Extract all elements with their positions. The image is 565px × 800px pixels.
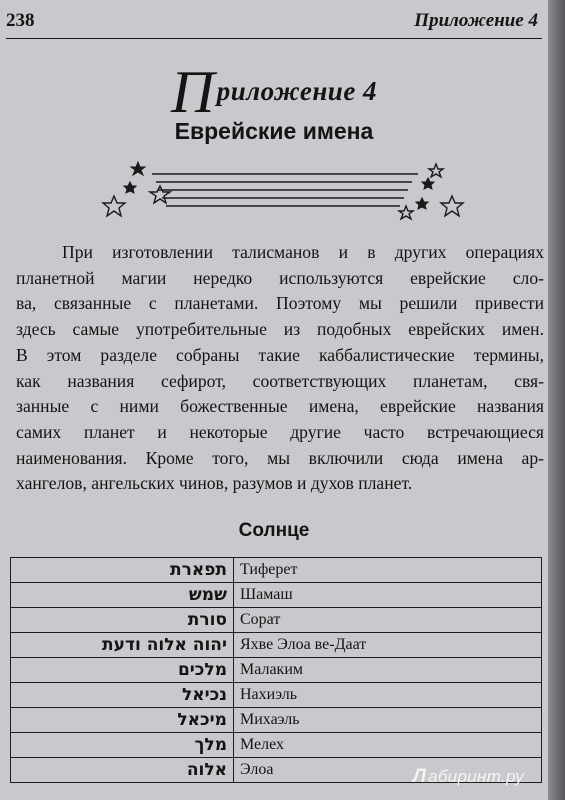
paragraph-line: ва, связанные с планетами. Поэтому мы решили привести [16,293,544,314]
table-row [11,633,542,658]
paragraph-line: В этом разделе собраны такие каббалистические термины, [16,344,544,365]
watermark-text: абиринт.ру [428,767,524,786]
paragraph-line: самих планет и некоторые другие часто встречающиеся [16,421,544,442]
paragraph-line: планетной магии нередко используются еврейские сло- [16,267,544,288]
appendix-title [0,58,548,127]
hebrew-name-cell: שמש [11,583,234,608]
russian-name-cell: Яхве Элоа ве-Даат [234,633,542,658]
labirint-logo-icon: Л [412,766,427,787]
hebrew-name-cell: אלוה [11,758,234,783]
russian-name-cell: Элоа [234,758,542,783]
russian-name-cell: Мелех [234,733,542,758]
hebrew-name-cell: מלכים [11,658,234,683]
book-page-edge [548,0,565,800]
watermark [413,766,524,788]
paragraph-line: здесь самые употребительные из подобных еврейских имен. [16,319,544,340]
page-number: 238 [6,10,35,31]
running-header [6,8,542,39]
hebrew-name-cell: יהוה אלוה ודעת [11,633,234,658]
hebrew-name-cell: תפארת [11,558,234,583]
table-row [11,558,542,583]
paragraph-line: хангелов, ангельских чинов, разумов и духов планет. [16,473,413,494]
russian-name-cell: Сорат [234,608,542,633]
table-row [11,733,542,758]
hebrew-name-cell: מיכאל [11,708,234,733]
russian-name-cell: Нахиэль [234,683,542,708]
table-row [11,708,542,733]
paragraph-line: как названия сефирот, соответствующих планетам, свя- [16,370,544,391]
stars-ornament-icon [100,160,465,222]
russian-name-cell: Михаэль [234,708,542,733]
hebrew-name-cell: סורת [11,608,234,633]
intro-paragraph [16,240,544,497]
running-section-name: Приложение 4 [414,10,538,31]
sun-names-table [10,557,542,783]
table-row [11,608,542,633]
russian-name-cell: Малаким [234,658,542,683]
hebrew-name-cell: מלך [11,733,234,758]
chapter-title: Еврейские имена [174,118,374,144]
appendix-title-rest: риложение 4 [216,76,378,106]
paragraph-line: При изготовлении талисманов и в других операциях [62,242,544,262]
appendix-title-initial: П [170,59,215,125]
paragraph-line: занные с ними божественные имена, еврейские названия [16,396,544,417]
hebrew-name-cell: נכיאל [11,683,234,708]
table-row [11,683,542,708]
russian-name-cell: Тиферет [234,558,542,583]
table-row [11,658,542,683]
russian-name-cell: Шамаш [234,583,542,608]
table-row [11,583,542,608]
table-title: Солнце [238,520,310,541]
paragraph-line: наименования. Кроме того, мы включили сюда имена ар- [16,447,544,468]
